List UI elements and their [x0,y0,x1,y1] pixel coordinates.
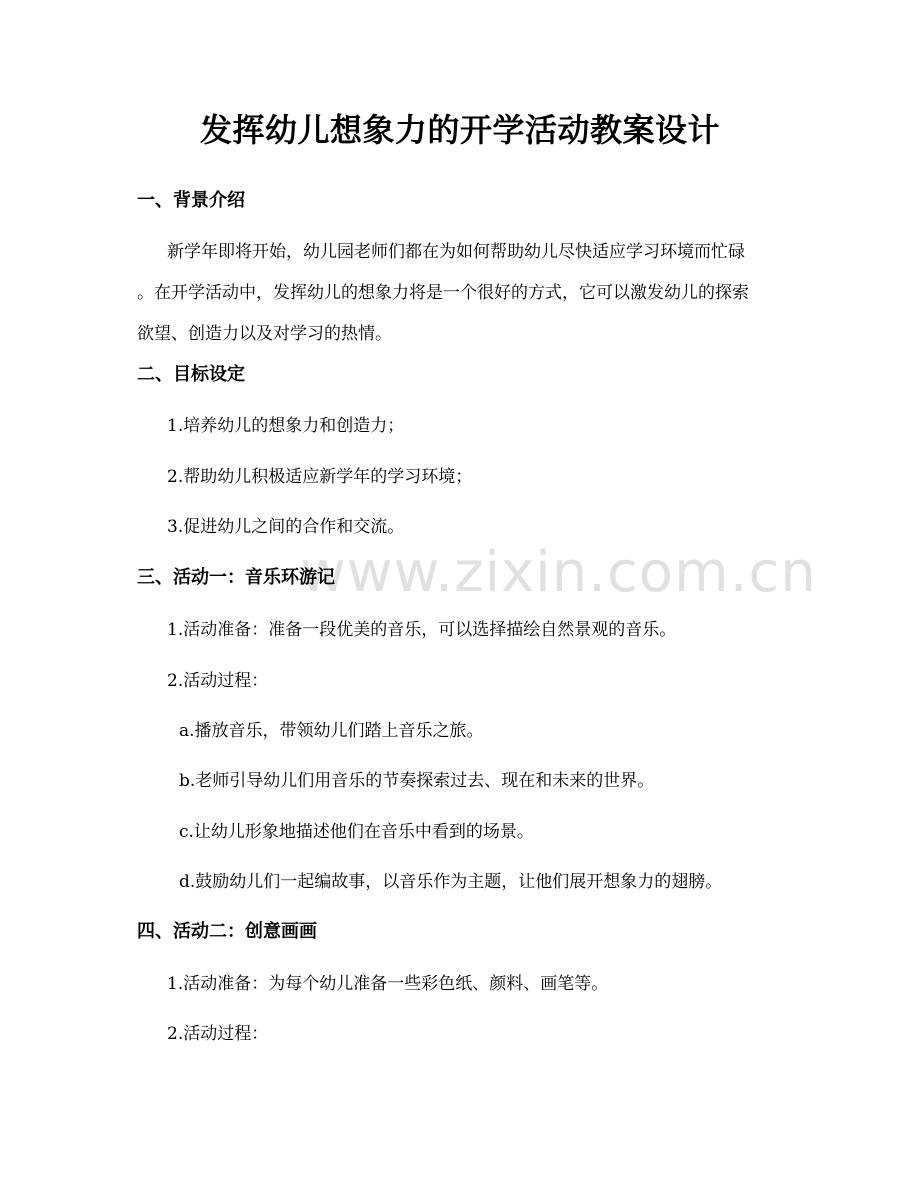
watermark: www.zixin.com.cn [300,540,817,605]
paragraph-line: 新学年即将开始，幼儿园老师们都在为如何帮助幼儿尽快适应学习环境而忙碌 [167,242,745,262]
paragraph-line: 。在开学活动中，发挥幼儿的想象力将是一个很好的方式，它可以激发幼儿的探索 [137,283,749,303]
document-title: 发挥幼儿想象力的开学活动教案设计 [199,111,720,149]
activity-step: b.老师引导幼儿们用音乐的节奏探索过去、现在和未来的世界。 [179,771,655,791]
paragraph-line: 欲望、创造力以及对学习的热情。 [137,324,392,344]
activity-process-label: 2.活动过程： [167,1024,269,1044]
activity-step: d.鼓励幼儿们一起编故事，以音乐作为主题，让他们展开想象力的翅膀。 [179,872,723,892]
section-heading-activity-one: 三、活动一：音乐环游记 [137,567,335,588]
section-heading-goals: 二、目标设定 [137,364,245,385]
section-heading-background: 一、背景介绍 [137,190,245,211]
activity-prep: 1.活动准备：为每个幼儿准备一些彩色纸、颜料、画笔等。 [167,974,609,994]
background-paragraph [137,232,787,355]
activity-process-label: 2.活动过程： [167,671,269,691]
activity-step: a.播放音乐，带领幼儿们踏上音乐之旅。 [179,721,484,741]
goal-item: 3.促进幼儿之间的合作和交流。 [167,517,405,537]
activity-prep: 1.活动准备：准备一段优美的音乐，可以选择描绘自然景观的音乐。 [167,620,677,640]
goal-item: 2.帮助幼儿积极适应新学年的学习环境； [167,467,473,487]
section-heading-activity-two: 四、活动二：创意画画 [137,921,317,942]
goal-item: 1.培养幼儿的想象力和创造力； [167,416,405,436]
activity-step: c.让幼儿形象地描述他们在音乐中看到的场景。 [179,822,534,842]
